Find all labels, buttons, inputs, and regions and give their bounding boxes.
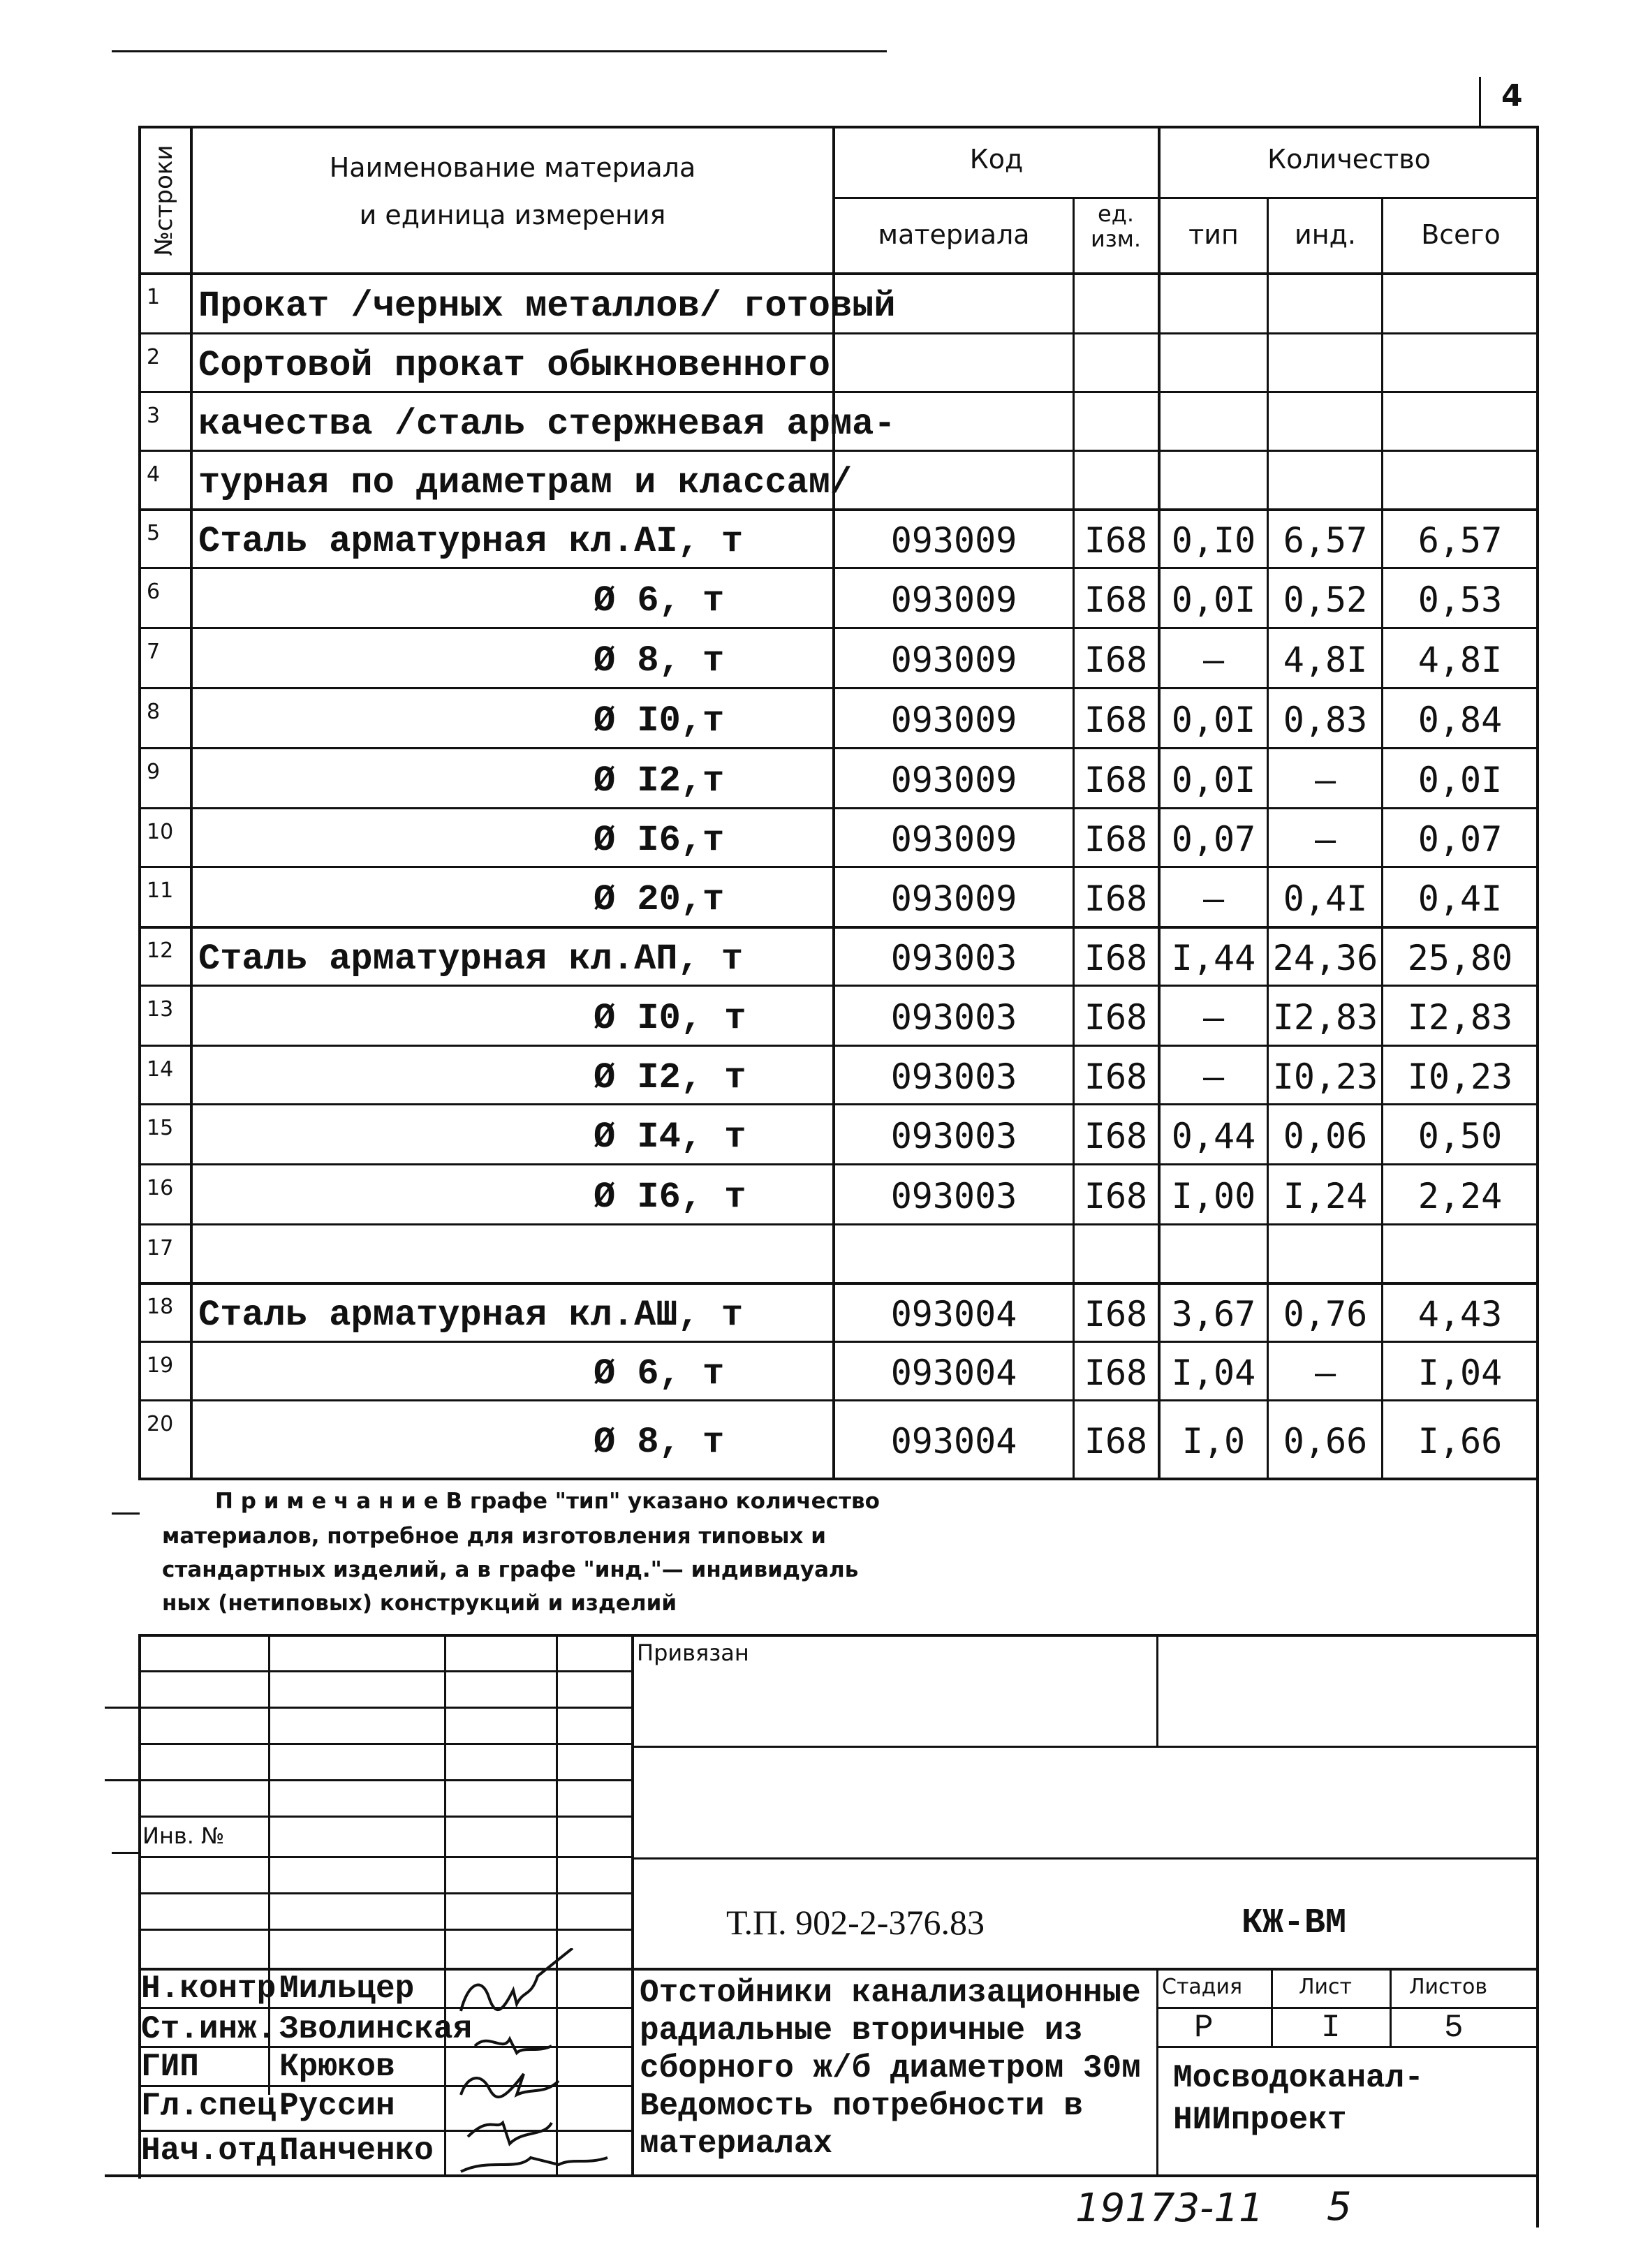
table-top-border (138, 126, 1539, 128)
row-divider (138, 1341, 1539, 1343)
cell-ind: – (1314, 760, 1336, 800)
title-line: Ведомость потребности в (640, 2088, 1083, 2124)
row-divider (138, 1045, 1539, 1047)
code-unit-header: ед. изм. (1090, 200, 1142, 252)
material-name: Ø I4, т (594, 1117, 746, 1158)
cell-total: 6,57 (1417, 520, 1503, 561)
stamp-grid-v2 (444, 1634, 446, 2176)
name-header-line2: и единица измерения (359, 200, 666, 230)
row-number: 4 (147, 462, 161, 487)
note-line-3: стандартных изделий, а в графе "инд."— индивидуаль (162, 1557, 859, 1582)
cell-total: 25,80 (1407, 938, 1513, 978)
material-name: качества /сталь стержневая арма- (198, 404, 896, 445)
org-line-1: Мосводоканал- (1173, 2060, 1424, 2096)
material-name: турная по диаметрам и классам/ (198, 462, 853, 503)
cell-total: 4,8I (1417, 640, 1503, 680)
row-number: 11 (147, 878, 174, 903)
cell-code: 093003 (890, 1056, 1017, 1097)
material-name: Ø 20,т (594, 879, 725, 920)
table-right-border (1536, 126, 1539, 2228)
stamp-right-h1 (631, 1746, 1538, 1748)
privyazan-label: Привязан (637, 1640, 749, 1666)
cell-typ: I,44 (1171, 938, 1256, 978)
row-divider (138, 567, 1539, 569)
stamp-stage-v2 (1390, 1968, 1392, 2047)
cell-ind: I0,23 (1272, 1056, 1378, 1097)
cell-ind: 24,36 (1272, 938, 1378, 978)
row-number: 10 (147, 820, 174, 844)
row-number: 17 (147, 1236, 174, 1260)
stamp-right-h3 (631, 1968, 1538, 1971)
cell-code: 093009 (890, 819, 1017, 860)
row-number: 13 (147, 997, 174, 1022)
material-name: Ø 8, т (594, 640, 725, 682)
signer-name: Зволинская (279, 2011, 473, 2047)
cell-typ: 0,0I (1171, 760, 1256, 800)
row-divider (138, 332, 1539, 334)
cell-code: 093009 (890, 520, 1017, 561)
row-divider (138, 1223, 1539, 1225)
material-name: Сталь арматурная кл.AШ, т (198, 1295, 744, 1336)
qty-ind-header: инд. (1295, 219, 1356, 250)
col-line-code (832, 126, 835, 1480)
cell-ind: 0,06 (1283, 1116, 1368, 1156)
cell-unit: I68 (1084, 760, 1148, 800)
table-left-border (138, 126, 141, 1480)
qty-group-header: Количество (1267, 144, 1431, 175)
cell-ind: 0,76 (1283, 1294, 1368, 1334)
row-number: 15 (147, 1116, 174, 1140)
org-line-2: НИИпроект (1173, 2102, 1347, 2138)
code-material-header: материала (878, 219, 1030, 250)
row-divider (138, 1103, 1539, 1105)
title-line: радиальные вторичные из (640, 2012, 1083, 2049)
stamp-right-h2 (631, 1857, 1538, 1860)
cell-ind: 0,83 (1283, 700, 1368, 740)
row-divider (138, 807, 1539, 809)
cell-typ: – (1202, 878, 1225, 919)
cell-total: I0,23 (1407, 1056, 1513, 1097)
cell-unit: I68 (1084, 997, 1148, 1038)
col-line-name (190, 126, 193, 1480)
cell-ind: – (1314, 819, 1336, 860)
footer-page: 5 (1327, 2184, 1352, 2230)
material-name: Ø I0, т (594, 998, 746, 1039)
page-number-divider (1479, 77, 1481, 126)
cell-unit: I68 (1084, 878, 1148, 919)
qty-type-header: тип (1188, 219, 1239, 250)
stamp-grid-h4 (105, 1779, 633, 1781)
margin-tick-1 (112, 1512, 140, 1515)
cell-ind: – (1314, 1353, 1336, 1393)
col-line-qty (1158, 126, 1161, 1480)
cell-typ: 3,67 (1171, 1294, 1256, 1334)
row-divider (138, 687, 1539, 689)
cell-typ: I,04 (1171, 1353, 1256, 1393)
row-number: 19 (147, 1353, 174, 1378)
row-number: 14 (147, 1057, 174, 1082)
header-mid-line (832, 197, 1538, 199)
signer-name: Мильцер (279, 1971, 415, 2007)
cell-typ: 0,I0 (1171, 520, 1256, 561)
material-name: Ø I6, т (594, 1177, 746, 1218)
cell-typ: – (1202, 640, 1225, 680)
cell-typ: I,0 (1181, 1421, 1246, 1461)
row-number: 6 (147, 580, 161, 604)
cell-total: I,66 (1417, 1421, 1503, 1461)
cell-unit: I68 (1084, 1116, 1148, 1156)
row-divider (138, 1282, 1539, 1285)
cell-code: 093003 (890, 938, 1017, 978)
row-divider (138, 1399, 1539, 1401)
signer-role: Гл.спец. (141, 2088, 295, 2124)
cell-code: 093009 (890, 878, 1017, 919)
row-number: 20 (147, 1412, 174, 1436)
row-divider (138, 866, 1539, 868)
material-name: Прокат /черных металлов/ готовый (198, 286, 896, 327)
cell-total: I2,83 (1407, 997, 1513, 1038)
col-line-ind (1267, 197, 1269, 1480)
cell-typ: 0,0I (1171, 580, 1256, 620)
cell-ind: I,24 (1283, 1176, 1368, 1216)
stamp-top-border (138, 1634, 1539, 1637)
sheet-label: Лист (1299, 1975, 1353, 1999)
cell-total: 0,0I (1417, 760, 1503, 800)
stamp-bottom-border (105, 2174, 1539, 2177)
cell-unit: I68 (1084, 1056, 1148, 1097)
signer-role: Нач.отд. (141, 2133, 295, 2169)
signer-role: ГИП (141, 2049, 199, 2085)
top-border-line (112, 50, 887, 52)
cell-code: 093009 (890, 640, 1017, 680)
cell-code: 093003 (890, 1176, 1017, 1216)
cell-unit: I68 (1084, 700, 1148, 740)
row-divider (138, 627, 1539, 629)
sheet-value: I (1321, 2010, 1341, 2046)
stamp-grid-v4 (631, 1634, 634, 2176)
stage-value: Р (1194, 2010, 1214, 2046)
cell-typ: 0,07 (1171, 819, 1256, 860)
stamp-stage-h1 (1156, 2007, 1538, 2009)
stamp-grid-h2 (105, 1707, 633, 1709)
doc-mark: КЖ-ВМ (1242, 1904, 1347, 1943)
material-name: Сортовой прокат обыкновенного (198, 345, 830, 386)
inv-no-label: Инв. № (142, 1822, 225, 1849)
row-divider (138, 985, 1539, 987)
cell-ind: 4,8I (1283, 640, 1368, 680)
cell-ind: 0,4I (1283, 878, 1368, 919)
cell-unit: I68 (1084, 938, 1148, 978)
cell-unit: I68 (1084, 580, 1148, 620)
cell-typ: – (1202, 997, 1225, 1038)
row-number: 2 (147, 345, 161, 369)
stamp-title-divider (1156, 1968, 1158, 2176)
cell-total: 2,24 (1417, 1176, 1503, 1216)
row-divider (138, 1163, 1539, 1165)
cell-ind: I2,83 (1272, 997, 1378, 1038)
table-bottom-border (138, 1478, 1539, 1480)
note-line-2: материалов, потребное для изготовления типовых и (162, 1524, 827, 1549)
cell-code: 093004 (890, 1421, 1017, 1461)
material-name: Ø I0,т (594, 700, 725, 742)
row-divider (138, 508, 1539, 511)
material-name: Сталь арматурная кл.AI, т (198, 521, 744, 562)
cell-code: 093004 (890, 1353, 1017, 1393)
material-name: Сталь арматурная кл.AП, т (198, 938, 744, 980)
archive-number: 19173-11 (1075, 2186, 1264, 2231)
row-number: 7 (147, 640, 161, 664)
stage-label: Стадия (1162, 1975, 1243, 1999)
row-number: 18 (147, 1295, 174, 1319)
cell-ind: 0,66 (1283, 1421, 1368, 1461)
cell-typ: I,00 (1171, 1176, 1256, 1216)
row-number: 5 (147, 521, 161, 545)
row-number: 12 (147, 938, 174, 963)
row-number: 1 (147, 285, 161, 309)
signatures-image (447, 1948, 628, 2179)
cell-total: 0,84 (1417, 700, 1503, 740)
qty-total-header: Всего (1421, 219, 1501, 250)
note-line-4: ных (нетиповых) конструкций и изделий (162, 1591, 677, 1616)
cell-total: I,04 (1417, 1353, 1503, 1393)
stamp-privyazan-divider (1156, 1634, 1158, 1746)
row-number: 8 (147, 700, 161, 724)
row-divider (138, 391, 1539, 393)
row-number: 9 (147, 760, 161, 784)
title-line: материалах (640, 2126, 833, 2162)
row-divider (138, 747, 1539, 749)
cell-unit: I68 (1084, 520, 1148, 561)
cell-unit: I68 (1084, 1294, 1148, 1334)
material-name: Ø I2, т (594, 1057, 746, 1098)
stamp-grid-h7 (138, 1892, 633, 1894)
cell-typ: 0,44 (1171, 1116, 1256, 1156)
cell-ind: 6,57 (1283, 520, 1368, 561)
sheets-value: 5 (1444, 2010, 1464, 2046)
stamp-grid-h3 (138, 1743, 633, 1745)
signer-name: Панченко (279, 2133, 434, 2169)
signer-name: Руссин (279, 2088, 395, 2124)
material-name: Ø I2,т (594, 760, 725, 802)
margin-tick-2 (112, 1852, 140, 1854)
stamp-stage-v1 (1271, 1968, 1273, 2047)
cell-code: 093009 (890, 700, 1017, 740)
col-line-total (1381, 197, 1383, 1480)
cell-unit: I68 (1084, 1176, 1148, 1216)
stamp-grid-h6 (138, 1856, 633, 1858)
cell-typ: 0,0I (1171, 700, 1256, 740)
cell-ind: 0,52 (1283, 580, 1368, 620)
cell-total: 0,07 (1417, 819, 1503, 860)
row-divider (138, 450, 1539, 452)
cell-total: 0,50 (1417, 1116, 1503, 1156)
page-number: 4 (1501, 78, 1523, 114)
row-divider (138, 926, 1539, 929)
cell-unit: I68 (1084, 640, 1148, 680)
signer-role: Н.контр. (141, 1971, 295, 2007)
stamp-stage-h2 (1156, 2046, 1538, 2048)
cell-code: 093003 (890, 1116, 1017, 1156)
signer-role: Ст.инж. (141, 2011, 277, 2047)
material-name: Ø 6, т (594, 580, 725, 621)
cell-unit: I68 (1084, 1353, 1148, 1393)
row-number: 16 (147, 1176, 174, 1200)
material-name: Ø 6, т (594, 1353, 725, 1394)
stamp-grid-h1 (138, 1670, 633, 1672)
title-line: Отстойники канализационные (640, 1975, 1141, 2011)
note-line-1: П р и м е ч а н и е В графе "тип" указано количество (215, 1489, 880, 1514)
material-name: Ø 8, т (594, 1422, 725, 1463)
cell-unit: I68 (1084, 819, 1148, 860)
row-number: 3 (147, 404, 161, 428)
project-code: Т.П. 902-2-376.83 (726, 1903, 985, 1942)
header-bottom-line (138, 272, 1539, 275)
code-group-header: Код (969, 144, 1024, 175)
cell-code: 093003 (890, 997, 1017, 1038)
sheets-label: Листов (1409, 1975, 1488, 1999)
material-name: Ø I6,т (594, 820, 725, 861)
cell-total: 4,43 (1417, 1294, 1503, 1334)
cell-typ: – (1202, 1056, 1225, 1097)
cell-total: 0,4I (1417, 878, 1503, 919)
name-header-line1: Наименование материала (329, 152, 696, 183)
cell-code: 093004 (890, 1294, 1017, 1334)
row-number-header: №строки (150, 145, 178, 256)
cell-code: 093009 (890, 760, 1017, 800)
stamp-grid-h8 (138, 1929, 633, 1931)
cell-code: 093009 (890, 580, 1017, 620)
cell-unit: I68 (1084, 1421, 1148, 1461)
signer-name: Крюков (279, 2049, 395, 2085)
cell-total: 0,53 (1417, 580, 1503, 620)
title-line: сборного ж/б диаметром 30м (640, 2050, 1141, 2086)
stamp-grid-h5 (138, 1816, 633, 1818)
